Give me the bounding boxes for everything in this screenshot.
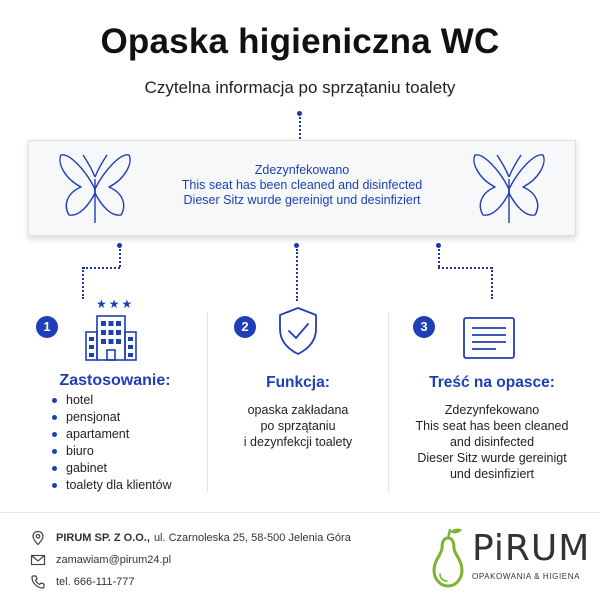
list-item: hotel: [50, 392, 172, 409]
connector-top: [299, 117, 301, 139]
band-line-pl: Zdezynfekowano: [254, 163, 350, 177]
connector-dot: [297, 111, 302, 116]
pear-logo-icon: [428, 526, 468, 588]
phone-number[interactable]: tel. 666-111-777: [56, 576, 135, 588]
content-line: and disinfected: [449, 435, 535, 449]
list-item: biuro: [50, 443, 172, 460]
content-text: [392, 402, 592, 482]
content-line: This seat has been cleaned: [415, 419, 569, 433]
logo-tagline: OPAKOWANIA & HIGIENA: [472, 572, 581, 581]
hotel-building-icon: [83, 312, 139, 362]
list-item: apartament: [50, 426, 172, 443]
connector-left: [119, 249, 121, 267]
document-icon: [462, 316, 516, 360]
logo-wordmark: PiRUM: [472, 528, 591, 569]
connector-left-h: [83, 267, 120, 269]
location-pin-icon: [30, 530, 46, 546]
connector-middle: [296, 249, 298, 301]
page-title: Opaska higieniczna WC: [100, 22, 500, 61]
function-line: i dezynfekcji toalety: [243, 435, 353, 449]
company-address: ul. Czarnoleska 25, 58-500 Jelenia Góra: [153, 532, 351, 544]
email-link[interactable]: zamawiam@pirum24.pl: [56, 554, 172, 566]
butterfly-right-icon: [469, 149, 549, 229]
step-number-2: 2: [234, 316, 256, 338]
pirum-logo: [428, 522, 591, 592]
content-line: Dieser Sitz wurde gereinigt: [417, 451, 567, 465]
envelope-icon: [30, 552, 46, 568]
connector-dot: [117, 243, 122, 248]
shield-check-icon: [276, 305, 320, 357]
company-name: PIRUM SP. Z O.O.,: [56, 532, 150, 544]
connector-right: [438, 249, 440, 267]
step-number-3: 3: [413, 316, 435, 338]
band-line-de: Dieser Sitz wurde gereinigt und desinfiziert: [183, 193, 421, 207]
contact-phone: [30, 574, 134, 590]
column-heading-function: Funkcja:: [266, 374, 330, 391]
stars-rating: ★★★: [96, 297, 135, 311]
band-line-en: This seat has been cleaned and disinfected: [181, 178, 423, 192]
function-line: po sprzątaniu: [260, 419, 336, 433]
usage-list: [50, 392, 172, 494]
contact-address: [30, 530, 351, 546]
phone-icon: [30, 574, 46, 590]
list-item: pensjonat: [50, 409, 172, 426]
connector-right-h: [438, 267, 492, 269]
connector-dot: [294, 243, 299, 248]
column-divider: [207, 312, 208, 492]
connector-left-down: [82, 267, 84, 299]
column-heading-content: Treść na opasce:: [429, 374, 555, 391]
list-item: toalety dla klientów: [50, 477, 172, 494]
footer-divider: [0, 512, 600, 513]
contact-email: [30, 552, 171, 568]
page-subtitle: Czytelna informacja po sprzątaniu toalety: [144, 78, 456, 97]
column-divider: [388, 312, 389, 492]
connector-dot: [436, 243, 441, 248]
content-line: und desinfiziert: [449, 467, 535, 481]
function-text: [210, 402, 386, 450]
toilet-band: [28, 140, 576, 236]
function-line: opaska zakładana: [247, 403, 349, 417]
content-line: Zdezynfekowano: [444, 403, 540, 417]
connector-right-down: [491, 267, 493, 299]
step-number-1: 1: [36, 316, 58, 338]
column-heading-usage: Zastosowanie:: [59, 372, 171, 389]
list-item: gabinet: [50, 460, 172, 477]
